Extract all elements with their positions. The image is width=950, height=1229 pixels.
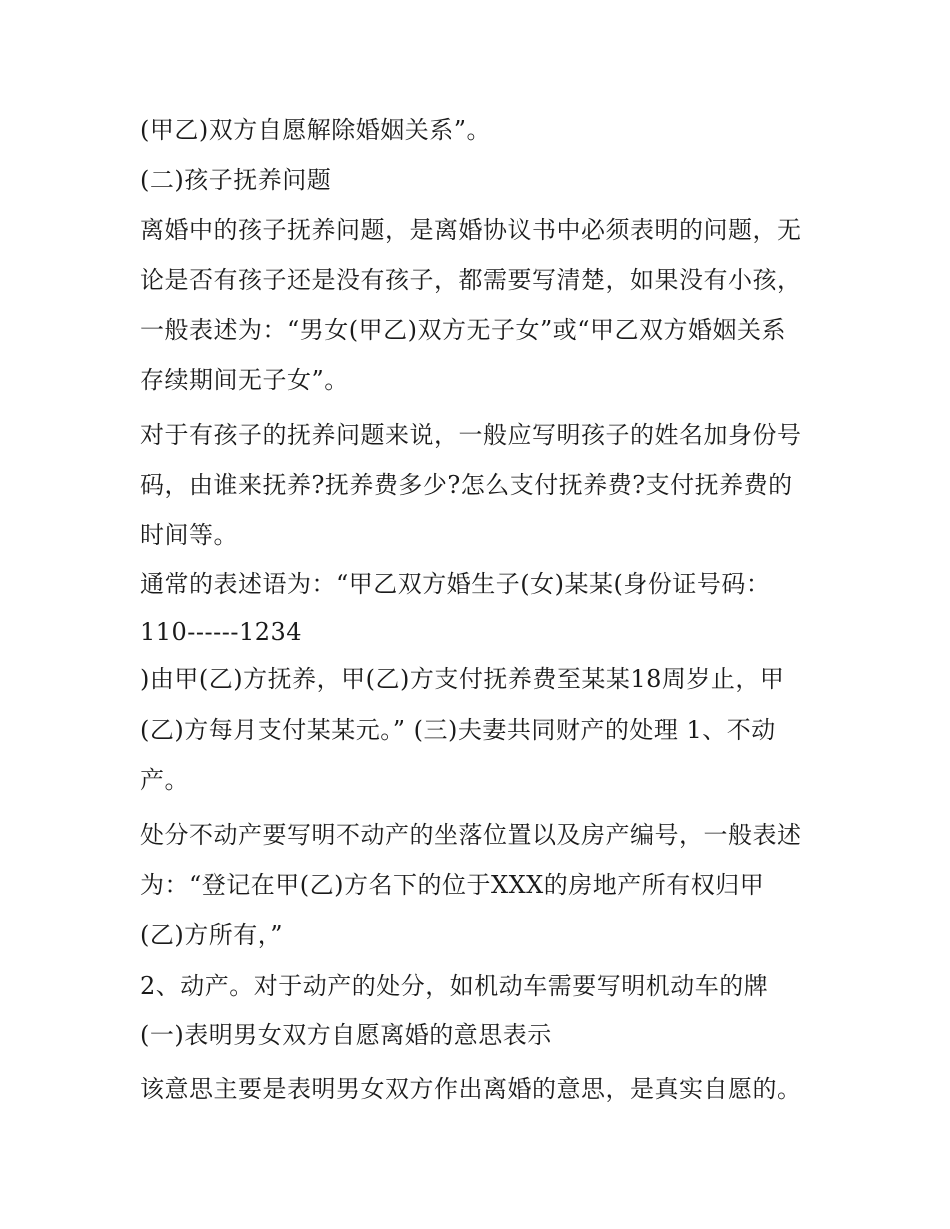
text-line: 码，由谁来抚养?抚养费多少?怎么支付抚养费?支付抚养费的 [140, 471, 793, 499]
text-line: 110------1234 [140, 618, 303, 646]
text-line: 处分不动产要写明不动产的坐落位置以及房产编号，一般表述 [140, 821, 802, 849]
text-line: 该意思主要是表明男女双方作出离婚的意思，是真实自愿的。 [140, 1075, 802, 1103]
text-line: 存续期间无子女”。 [140, 366, 349, 394]
section-heading-child-custody: (二)孩子抚养问题 [140, 166, 332, 194]
text-line: 2、动产。对于动产的处分，如机动车需要写明机动车的牌 [140, 972, 769, 1000]
text-line: )由甲(乙)方抚养，甲(乙)方支付抚养费至某某18周岁止，甲 [140, 665, 785, 693]
text-line: (乙)方每月支付某某元。” (三)夫妻共同财产的处理 1、不动 [140, 716, 776, 744]
text-line: 论是否有孩子还是没有孩子，都需要写清楚，如果没有小孩， [140, 266, 802, 294]
text-line: 产。 [140, 766, 189, 794]
section-heading-divorce-intent: (一)表明男女双方自愿离婚的意思表示 [140, 1021, 552, 1049]
text-line: (乙)方所有，” [140, 921, 283, 949]
text-line: 为：“登记在甲(乙)方名下的位于XXX的房地产所有权归甲 [140, 871, 765, 899]
text-line: 通常的表述语为：“甲乙双方婚生子(女)某某(身份证号码： [140, 570, 771, 598]
text-line: (甲乙)双方自愿解除婚姻关系”。 [140, 116, 491, 144]
text-line: 对于有孩子的抚养问题来说，一般应写明孩子的姓名加身份号 [140, 421, 802, 449]
text-line: 时间等。 [140, 521, 238, 549]
text-line: 离婚中的孩子抚养问题，是离婚协议书中必须表明的问题，无 [140, 216, 802, 244]
text-line: 一般表述为：“男女(甲乙)双方无子女”或“甲乙双方婚姻关系 [140, 316, 787, 344]
